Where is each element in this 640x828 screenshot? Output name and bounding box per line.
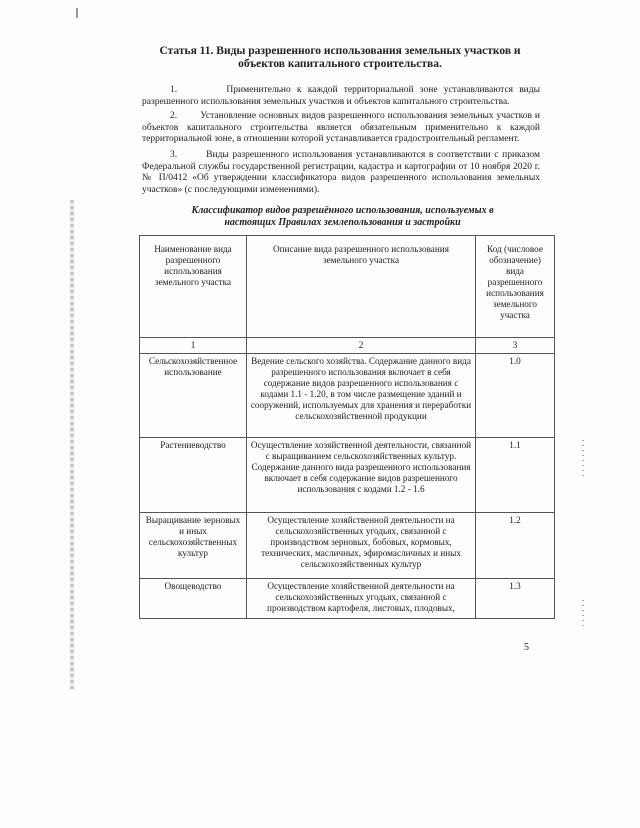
paragraph-1: 1. Применительно к каждой территориальной зоне устанавливаются виды разрешенного использования земельных участков и объектов капитального строительства. xyxy=(142,85,540,107)
classifier-table xyxy=(139,235,555,619)
row-name: Растениеводство xyxy=(140,438,247,513)
table-header-row xyxy=(140,236,555,338)
table-number-row xyxy=(140,338,555,354)
paragraph-3: 3. Виды разрешенного использования устанавливаются в соответствии с приказом Федеральной службы государственной регистрации, кадастра и картографии от 10 ноября 2020 г. № П/0412 «Об утверждении классификатора видов разрешенного использования земельных участков» (с последующими изменениями). xyxy=(142,150,540,195)
page-number: 5 xyxy=(524,642,529,653)
table-row xyxy=(140,438,555,513)
article-title: Статья 11. Виды разрешенного использования земельных участков и объектов капитального строительства. xyxy=(159,45,521,70)
row-description: Осуществление хозяйственной деятельности на сельскохозяйственных угодьях, связанной с производством зерновых, бобовых, кормовых, технических, масличных, эфиромасличных и иных сельскохозяйственных культур xyxy=(247,513,476,579)
header-code: Код (числовое обозначение) вида разрешенного использования земельного участка xyxy=(476,236,555,338)
scan-dots xyxy=(582,440,584,480)
header-description: Описание вида разрешенного использования земельного участка xyxy=(247,236,476,338)
row-description xyxy=(247,438,476,513)
row-name: Выращивание зерновых и иных сельскохозяйственных культур xyxy=(140,513,247,579)
row-code: 1.1 xyxy=(476,438,555,513)
row-code: 1.0 xyxy=(476,354,555,438)
table-row xyxy=(140,579,555,619)
table-row xyxy=(140,354,555,438)
header-name: Наименование вида разрешенного использования земельного участка xyxy=(140,236,247,338)
row-name: Овощеводство xyxy=(140,579,247,619)
row-code: 1.2 xyxy=(476,513,555,579)
table-row xyxy=(140,513,555,579)
row-description: Осуществление хозяйственной деятельности на сельскохозяйственных угодьях, связанной с производством картофеля, листовых, плодовых, xyxy=(247,579,476,619)
paragraph-2: 2. Установление основных видов разрешенного использования земельных участков и объектов капитального строительства является обязательным применительно к каждой территориальной зоне, в отношении которой устанавливается градостроительный регламент. xyxy=(142,111,540,145)
column-number: 1 xyxy=(140,338,247,354)
row-description-part-2: Содержание данного вида разрешенного использования включает в себя содержание видов разрешенного использования с кодами 1.2 - 1.6 xyxy=(251,462,471,494)
row-description: Ведение сельского хозяйства. Содержание данного вида разрешенного использования включает в себя содержание видов разрешенного использования с кодами 1.1 - 1.20, в том числе размещение зданий и сооружений, используемых для хранения и переработки сельскохозяйственной продукции xyxy=(247,354,476,438)
row-description-part-1: Осуществление хозяйственной деятельности, связанной с выращиванием сельскохозяйственных культур. xyxy=(250,440,472,461)
scan-edge-strip xyxy=(70,200,74,690)
column-number: 3 xyxy=(476,338,555,354)
scan-mark xyxy=(76,8,78,18)
column-number: 2 xyxy=(247,338,476,354)
row-code: 1.3 xyxy=(476,579,555,619)
scan-dots xyxy=(582,600,584,630)
table-caption: Классификатор видов разрешённого использования, используемых в настоящих Правилах землепользования и застройки xyxy=(191,205,494,228)
row-name: Сельскохозяйственное использование xyxy=(140,354,247,438)
